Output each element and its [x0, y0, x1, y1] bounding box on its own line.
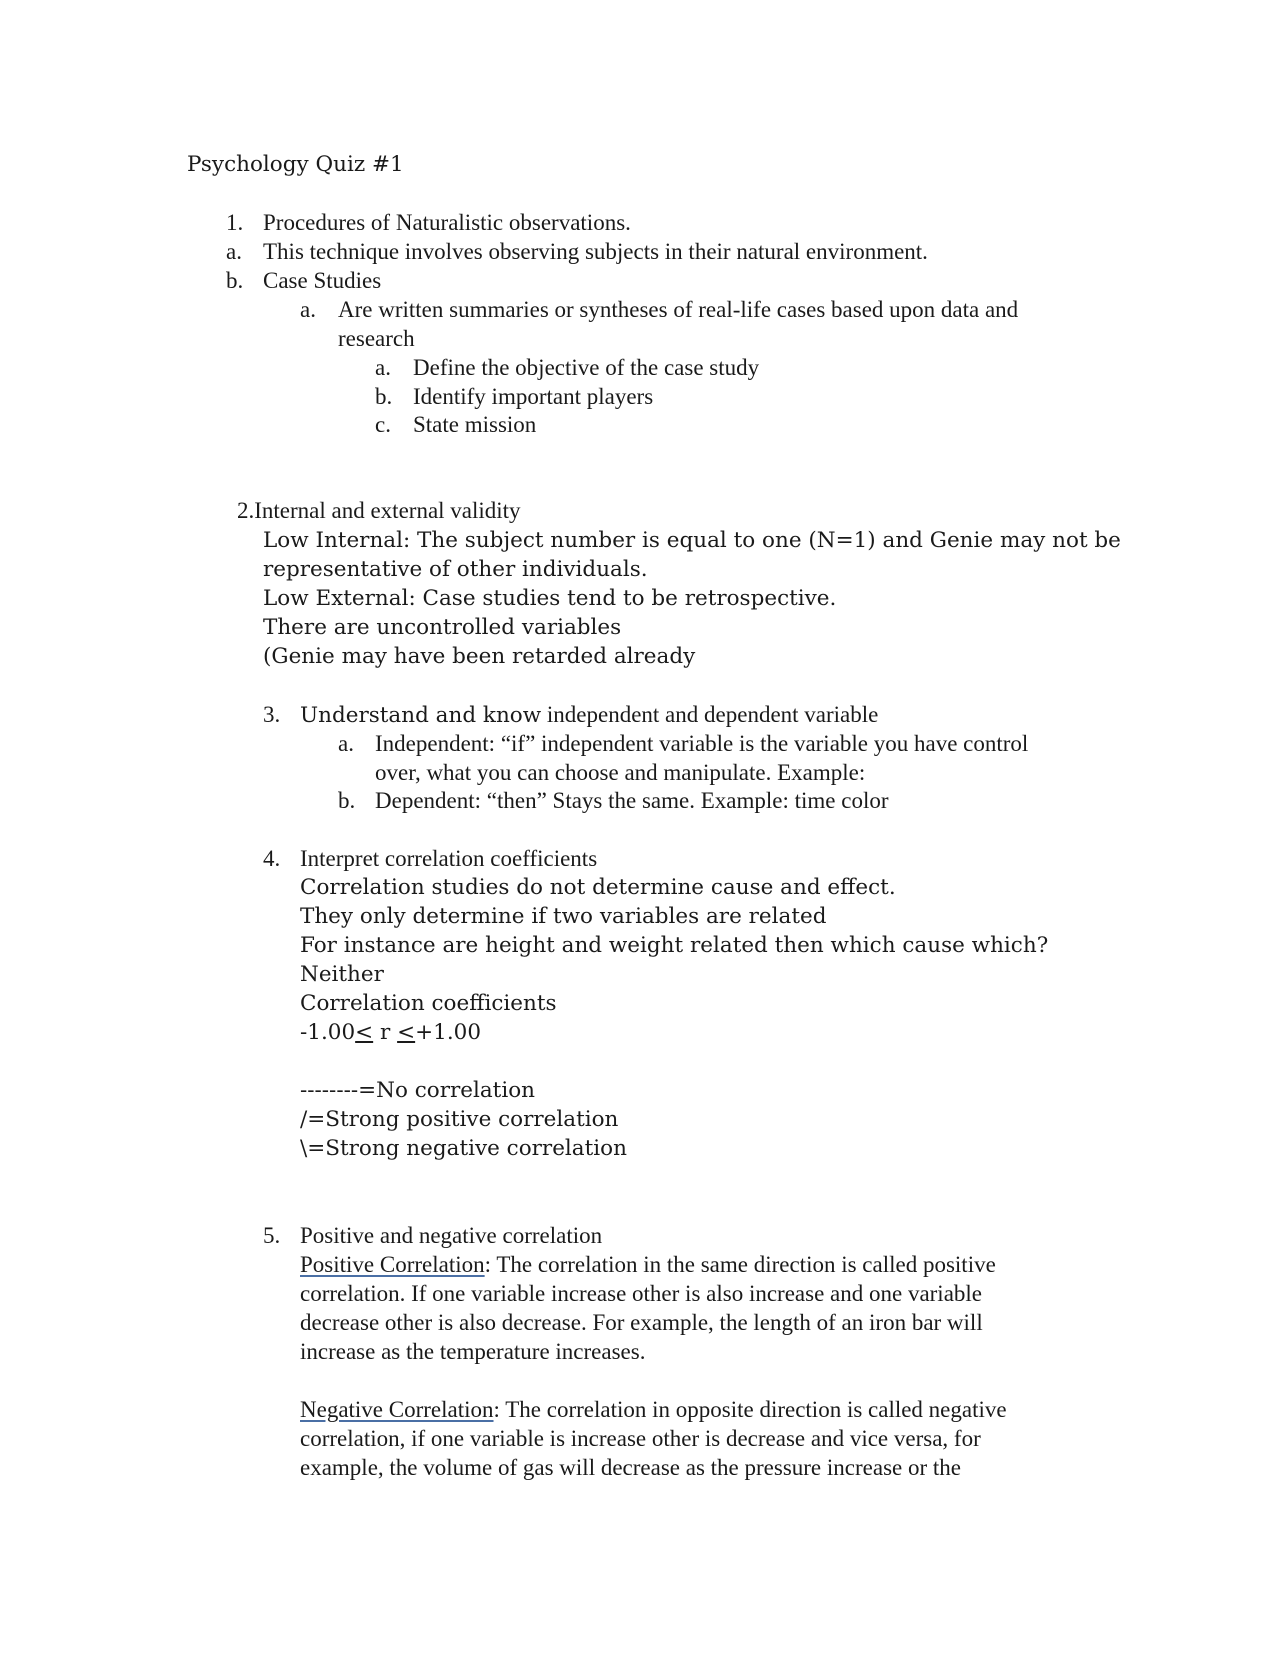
text-line: Correlation studies do not determine cause and effect.	[300, 875, 896, 900]
list-number: 1.	[226, 210, 244, 235]
text-line: increase as the temperature increases.	[300, 1339, 646, 1364]
list-item-text: This technique involves observing subjects in their natural environment.	[263, 239, 928, 264]
list-label: a.	[226, 239, 242, 264]
list-label: a.	[338, 731, 354, 756]
less-equal-symbol: <	[355, 1020, 374, 1045]
text-line: Low External: Case studies tend to be retrospective.	[263, 586, 837, 611]
definition-text: : The correlation in the same direction is called positive	[484, 1252, 996, 1277]
list-label: b.	[226, 268, 244, 293]
heading-part: Understand and know	[300, 703, 542, 728]
list-item-text: Are written summaries or syntheses of real-life cases based upon data and	[338, 297, 1019, 322]
less-equal-symbol: <	[397, 1020, 416, 1045]
range-max: +1.00	[415, 1020, 482, 1045]
text-line: Low Internal: The subject number is equal to one (N=1) and Genie may not be	[263, 528, 1121, 553]
text-line: correlation, if one variable is increase other is decrease and vice versa, for	[300, 1426, 981, 1451]
definition-text: : The correlation in opposite direction is called negative	[493, 1397, 1007, 1422]
text-line: There are uncontrolled variables	[263, 615, 622, 640]
question-heading: Procedures of Naturalistic observations.	[263, 210, 631, 235]
list-item-text: Independent: “if” independent variable is the variable you have control	[375, 731, 1029, 756]
list-number: 5.	[263, 1223, 281, 1248]
list-item-text: Dependent: “then” Stays the same. Example: time color	[375, 788, 889, 813]
list-label: a.	[375, 355, 391, 380]
list-item-text: State mission	[413, 412, 537, 437]
list-item-text: over, what you can choose and manipulate. Example:	[375, 760, 866, 785]
page-title: Psychology Quiz #1	[187, 152, 404, 177]
legend-line: --------=No correlation	[300, 1078, 535, 1103]
question-heading: 2.Internal and external validity	[237, 498, 521, 523]
range-variable: r	[373, 1020, 398, 1045]
list-item-text: Define the objective of the case study	[413, 355, 760, 380]
text-line: representative of other individuals.	[263, 557, 648, 582]
text-line: They only determine if two variables are related	[300, 904, 827, 929]
list-item-text: Case Studies	[263, 268, 382, 293]
definition-line	[300, 1396, 1007, 1424]
definition-term: Positive Correlation	[300, 1252, 485, 1277]
question-heading: Positive and negative correlation	[300, 1223, 603, 1248]
list-item-text: research	[338, 326, 415, 351]
definition-line	[300, 1251, 996, 1279]
list-label: b.	[338, 788, 356, 813]
text-line: For instance are height and weight related then which cause which?	[300, 933, 1049, 958]
definition-term: Negative Correlation	[300, 1397, 494, 1422]
text-line: decrease other is also decrease. For example, the length of an iron bar will	[300, 1310, 983, 1335]
heading-part: independent and dependent variable	[546, 702, 879, 727]
text-line: (Genie may have been retarded already	[263, 644, 696, 669]
text-line: correlation. If one variable increase other is also increase and one variable	[300, 1281, 983, 1306]
coefficient-range	[300, 1019, 481, 1047]
list-label: a.	[300, 297, 316, 322]
list-label: c.	[375, 412, 391, 437]
list-label: b.	[375, 384, 393, 409]
legend-line: \=Strong negative correlation	[300, 1136, 627, 1161]
range-min: -1.00	[300, 1020, 356, 1045]
question-heading: Interpret correlation coefficients	[300, 846, 598, 871]
list-item-text: Identify important players	[413, 384, 654, 409]
list-number: 3.	[263, 702, 281, 727]
legend-line: /=Strong positive correlation	[300, 1107, 619, 1132]
text-line: Neither	[300, 962, 384, 987]
text-line: example, the volume of gas will decrease as the pressure increase or the	[300, 1455, 961, 1480]
question-heading	[300, 701, 878, 730]
list-number: 4.	[263, 846, 281, 871]
text-line: Correlation coefficients	[300, 991, 557, 1016]
